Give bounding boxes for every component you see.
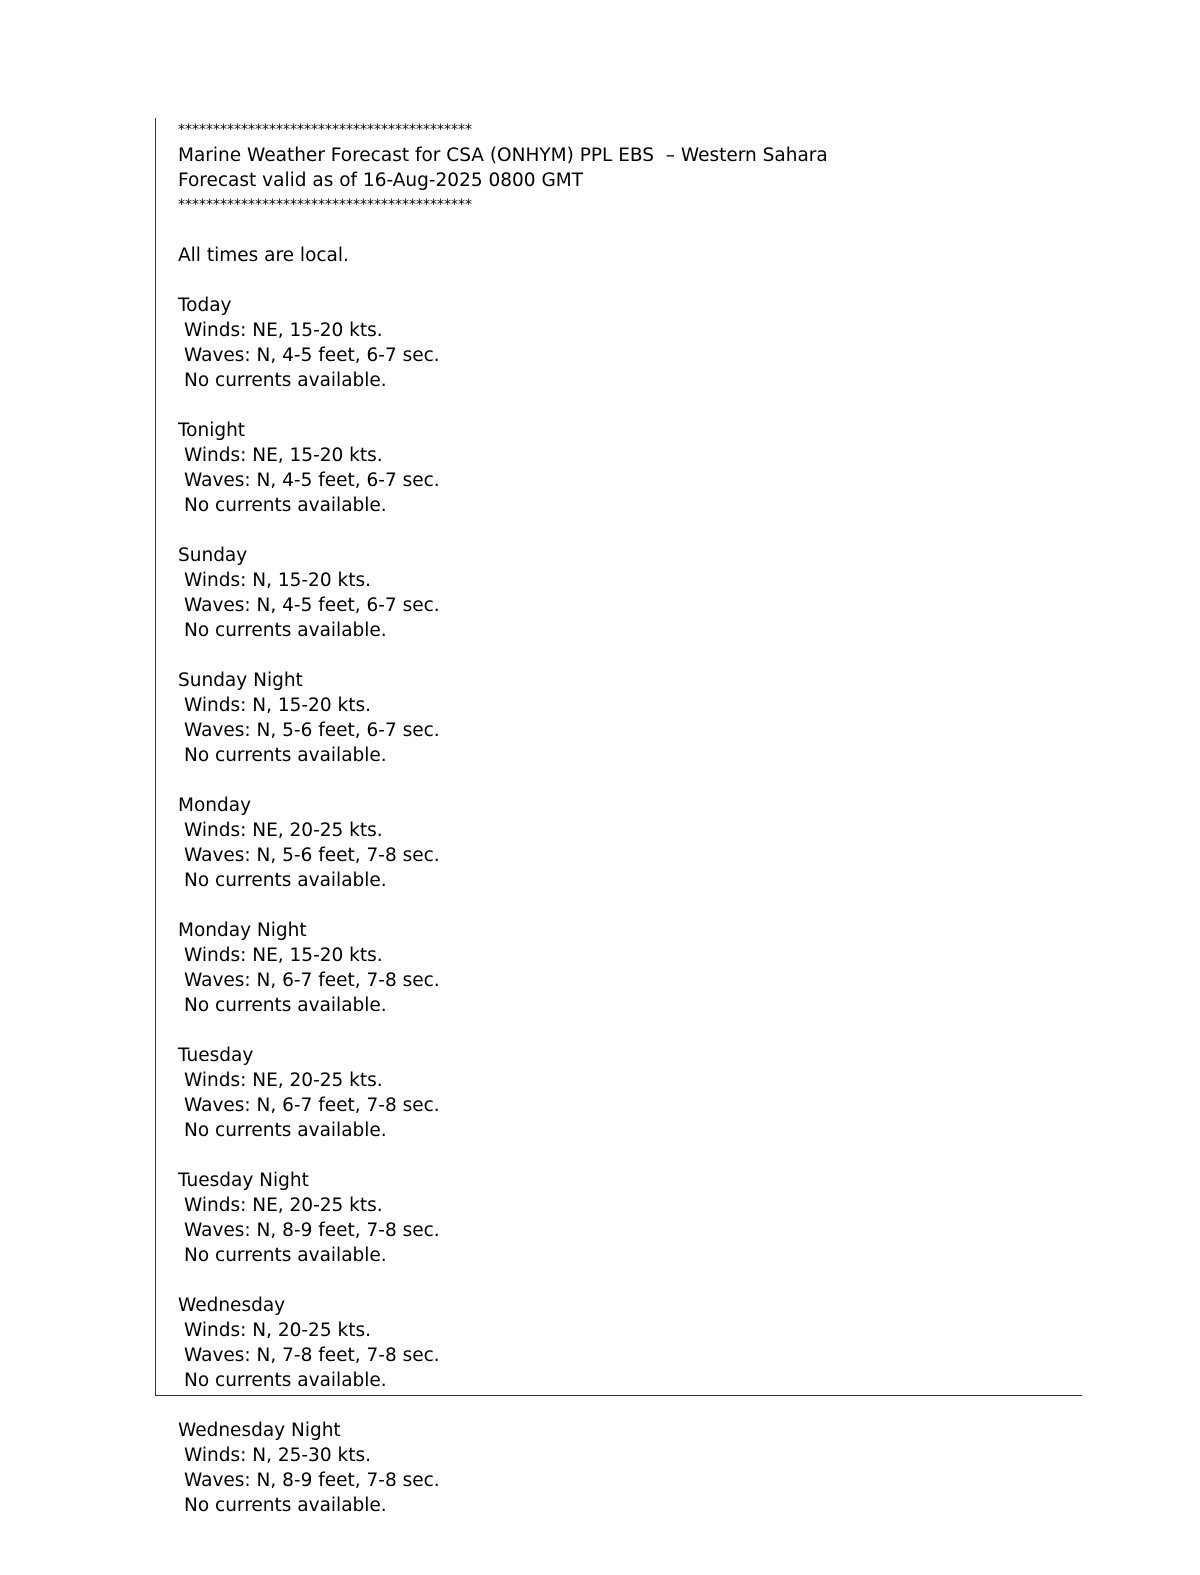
header-stars-bottom: ****************************************** — [178, 197, 472, 213]
period-currents: No currents available. — [184, 1120, 387, 1141]
period-winds: Winds: N, 15-20 kts. — [184, 695, 371, 716]
period-winds: Winds: N, 15-20 kts. — [184, 570, 371, 591]
period-waves: Waves: N, 6-7 feet, 7-8 sec. — [184, 970, 440, 991]
period-currents: No currents available. — [184, 1495, 387, 1516]
period-currents: No currents available. — [184, 1245, 387, 1266]
period-winds: Winds: NE, 15-20 kts. — [184, 945, 383, 966]
forecast-period — [178, 1143, 1078, 1268]
period-currents: No currents available. — [184, 995, 387, 1016]
forecast-title: Marine Weather Forecast for CSA (ONHYM) PPL EBS – Western Sahara — [178, 145, 828, 166]
period-name: Monday Night — [178, 920, 307, 941]
period-waves: Waves: N, 7-8 feet, 7-8 sec. — [184, 1345, 440, 1366]
forecast-periods — [178, 268, 1078, 1518]
period-waves: Waves: N, 6-7 feet, 7-8 sec. — [184, 1095, 440, 1116]
period-waves: Waves: N, 8-9 feet, 7-8 sec. — [184, 1470, 440, 1491]
forecast-period — [178, 393, 1078, 518]
period-waves: Waves: N, 8-9 feet, 7-8 sec. — [184, 1220, 440, 1241]
period-currents: No currents available. — [184, 745, 387, 766]
forecast-period — [178, 518, 1078, 643]
period-waves: Waves: N, 5-6 feet, 6-7 sec. — [184, 720, 440, 741]
period-name: Tuesday Night — [178, 1170, 309, 1191]
period-name: Today — [178, 295, 232, 316]
time-note: All times are local. — [178, 245, 349, 266]
period-winds: Winds: NE, 20-25 kts. — [184, 1195, 383, 1216]
period-currents: No currents available. — [184, 370, 387, 391]
period-waves: Waves: N, 5-6 feet, 7-8 sec. — [184, 845, 440, 866]
period-winds: Winds: N, 20-25 kts. — [184, 1320, 371, 1341]
period-waves: Waves: N, 4-5 feet, 6-7 sec. — [184, 470, 440, 491]
period-name: Tuesday — [178, 1045, 254, 1066]
period-winds: Winds: NE, 15-20 kts. — [184, 445, 383, 466]
period-currents: No currents available. — [184, 870, 387, 891]
period-name: Wednesday Night — [178, 1420, 341, 1441]
header-stars-top: ****************************************** — [178, 122, 472, 138]
forecast-period — [178, 268, 1078, 393]
period-winds: Winds: N, 25-30 kts. — [184, 1445, 371, 1466]
forecast-period — [178, 1018, 1078, 1143]
period-winds: Winds: NE, 20-25 kts. — [184, 1070, 383, 1091]
forecast-period — [178, 643, 1078, 768]
period-name: Monday — [178, 795, 252, 816]
period-name: Sunday — [178, 545, 248, 566]
forecast-period — [178, 768, 1078, 893]
forecast-valid-time: Forecast valid as of 16-Aug-2025 0800 GMT — [178, 170, 584, 191]
forecast-period — [178, 1393, 1078, 1518]
frame-left-border — [155, 118, 156, 1395]
spacer — [178, 218, 1078, 243]
period-currents: No currents available. — [184, 620, 387, 641]
forecast-period — [178, 893, 1078, 1018]
period-currents: No currents available. — [184, 495, 387, 516]
forecast-period — [178, 1268, 1078, 1393]
period-name: Tonight — [178, 420, 246, 441]
period-name: Sunday Night — [178, 670, 303, 691]
period-waves: Waves: N, 4-5 feet, 6-7 sec. — [184, 595, 440, 616]
period-currents: No currents available. — [184, 1370, 387, 1391]
forecast-document — [178, 118, 1078, 1518]
period-name: Wednesday — [178, 1295, 286, 1316]
period-winds: Winds: NE, 15-20 kts. — [184, 320, 383, 341]
period-waves: Waves: N, 4-5 feet, 6-7 sec. — [184, 345, 440, 366]
period-winds: Winds: NE, 20-25 kts. — [184, 820, 383, 841]
